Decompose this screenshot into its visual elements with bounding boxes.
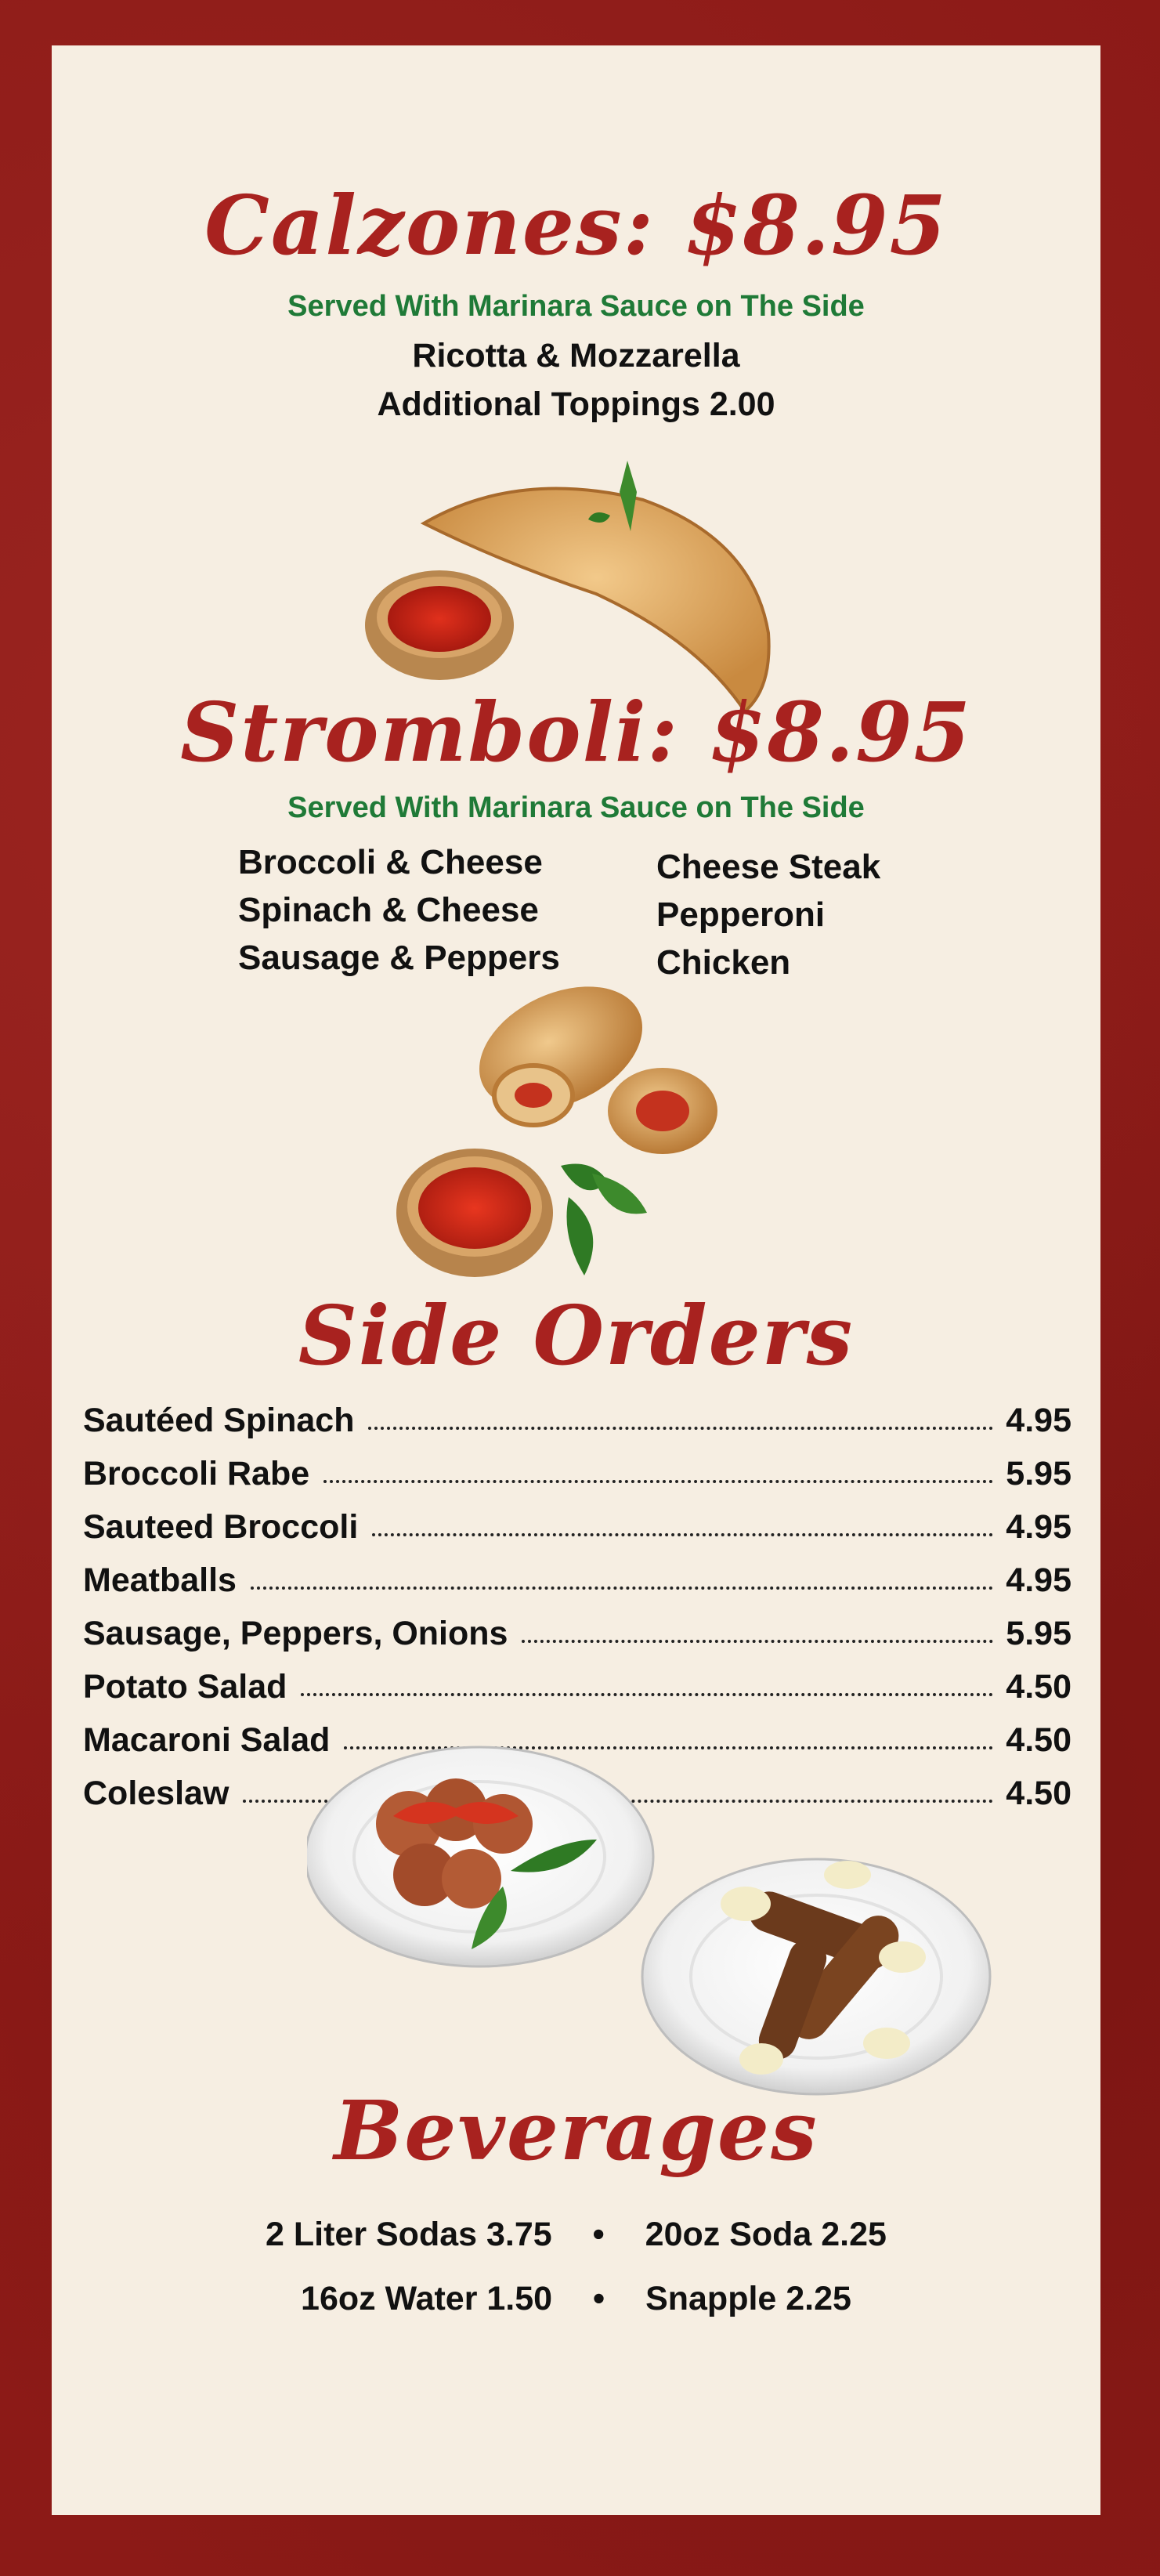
leader-dots: [301, 1693, 993, 1696]
side-order-price: 5.95: [1006, 1455, 1071, 1492]
side-order-price: 4.50: [1006, 1721, 1071, 1759]
stromboli-item: Spinach & Cheese: [238, 891, 539, 929]
side-order-price: 4.95: [1006, 1508, 1071, 1546]
side-order-name: Sauteed Broccoli: [83, 1508, 359, 1546]
leader-dots: [372, 1533, 993, 1536]
side-order-name: Coleslaw: [83, 1775, 229, 1812]
beverages-row-2: [52, 2280, 1100, 2318]
side-order-row: [83, 1440, 1071, 1493]
side-order-row: [83, 1493, 1071, 1547]
stromboli-item: Chicken: [656, 943, 791, 982]
stromboli-right-list: [656, 843, 880, 986]
stromboli-item: Pepperoni: [656, 895, 826, 934]
side-order-row: [83, 1387, 1071, 1440]
leader-dots: [323, 1480, 993, 1483]
side-orders-title: Side Orders: [298, 1287, 855, 1384]
beverage-item: Snapple 2.25: [645, 2280, 851, 2317]
side-dishes-image: [307, 1722, 1012, 2129]
calzone-image: [361, 453, 815, 719]
side-order-price: 4.50: [1006, 1775, 1071, 1812]
leader-dots: [522, 1640, 993, 1643]
beverages-title: Beverages: [334, 2082, 819, 2179]
side-order-name: Sautéed Spinach: [83, 1402, 355, 1439]
side-order-name: Potato Salad: [83, 1668, 287, 1706]
calzones-line-2: Additional Toppings 2.00: [377, 385, 775, 423]
menu-panel: [52, 45, 1100, 2515]
side-order-price: 4.95: [1006, 1561, 1071, 1599]
beverage-item: 2 Liter Sodas 3.75: [266, 2216, 552, 2253]
side-order-row: [83, 1600, 1071, 1653]
stromboli-item: Cheese Steak: [656, 848, 881, 886]
stromboli-title: Stromboli: $8.95: [180, 684, 972, 780]
beverage-item: 16oz Water 1.50: [301, 2280, 553, 2317]
stromboli-item: Broccoli & Cheese: [238, 843, 543, 881]
stromboli-left-list: [238, 838, 560, 982]
side-order-name: Sausage, Peppers, Onions: [83, 1615, 508, 1652]
beverage-item: 20oz Soda 2.25: [645, 2216, 887, 2253]
side-order-name: Broccoli Rabe: [83, 1455, 310, 1492]
beverages-row-1: [52, 2216, 1100, 2254]
side-order-row: [83, 1547, 1071, 1600]
calzones-line-1: Ricotta & Mozzarella: [412, 337, 740, 374]
side-order-name: Macaroni Salad: [83, 1721, 331, 1759]
bullet-separator: •: [592, 2216, 605, 2253]
stromboli-item: Sausage & Peppers: [238, 939, 560, 977]
side-order-price: 5.95: [1006, 1615, 1071, 1652]
leader-dots: [368, 1427, 993, 1430]
calzones-note: Served With Marinara Sauce on The Side: [287, 290, 865, 323]
side-order-price: 4.95: [1006, 1402, 1071, 1439]
bullet-separator: •: [593, 2280, 605, 2317]
stromboli-image: [396, 978, 772, 1307]
side-order-price: 4.50: [1006, 1668, 1071, 1706]
calzones-title: Calzones: $8.95: [204, 177, 948, 273]
side-order-name: Meatballs: [83, 1561, 237, 1599]
stromboli-note: Served With Marinara Sauce on The Side: [287, 791, 865, 824]
leader-dots: [251, 1586, 993, 1590]
side-order-row: [83, 1653, 1071, 1706]
